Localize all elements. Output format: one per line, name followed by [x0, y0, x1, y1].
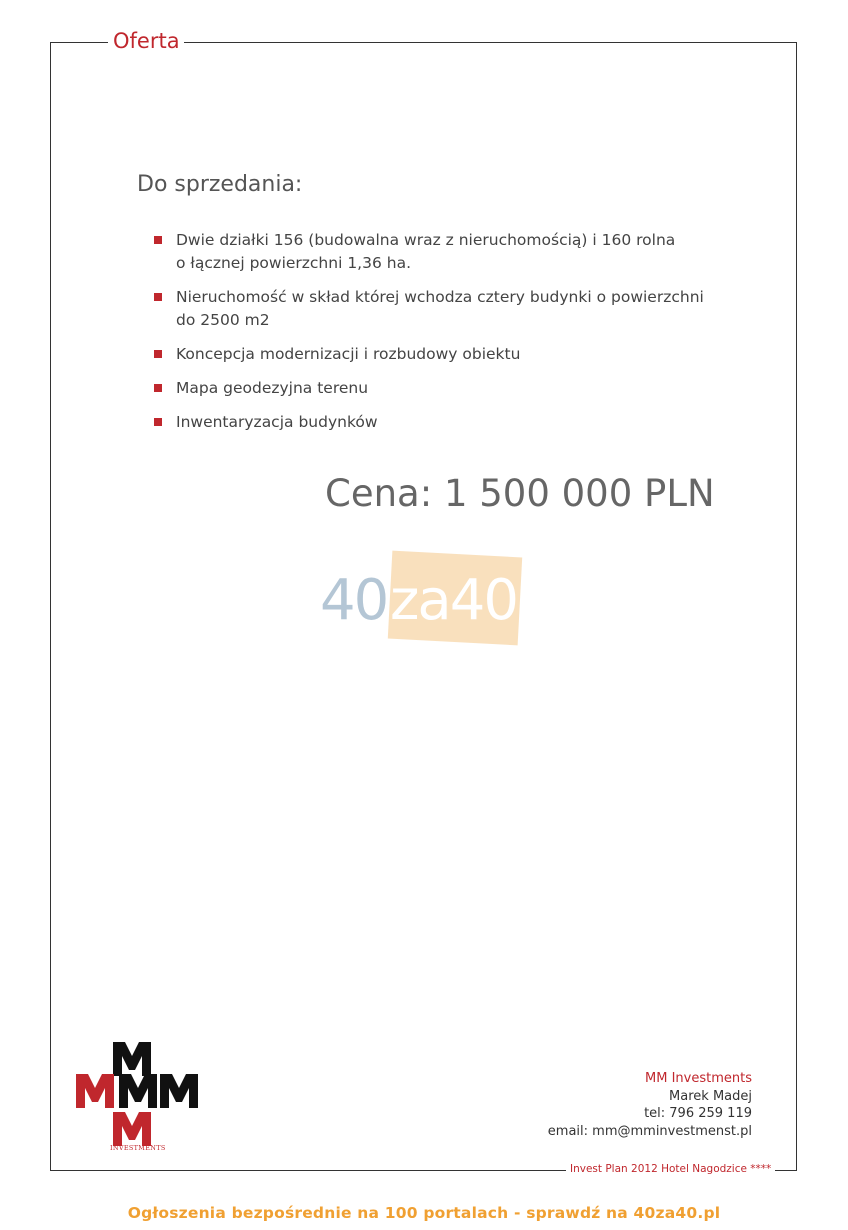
- frame-title: Oferta: [113, 29, 180, 53]
- frame-right: [796, 42, 797, 1171]
- mmm-logo-icon: [76, 1040, 200, 1155]
- watermark-text-za40: za40: [390, 568, 517, 633]
- list-item-line: Koncepcja modernizacji i rozbudowy obiektu: [176, 345, 521, 363]
- square-bullet-icon: [154, 418, 162, 426]
- list-item: [154, 377, 714, 400]
- square-bullet-icon: [154, 293, 162, 301]
- list-item-line: Mapa geodezyjna terenu: [176, 379, 369, 397]
- offer-heading: Do sprzedania:: [137, 172, 303, 197]
- contact-phone: tel: 796 259 119: [644, 1106, 752, 1121]
- contact-email: email: mm@mminvestmenst.pl: [547, 1123, 752, 1139]
- promo-banner-link[interactable]: Ogłoszenia bezpośrednie na 100 portalach - sprawdź na 40za40.pl: [127, 1204, 721, 1222]
- square-bullet-icon: [154, 384, 162, 392]
- contact-company: MM Investments: [645, 1071, 752, 1086]
- watermark-logo: [320, 552, 530, 652]
- square-bullet-icon: [154, 350, 162, 358]
- list-item: [154, 229, 714, 275]
- contact-name: Marek Madej: [669, 1088, 752, 1104]
- logo-m-left: [76, 1074, 114, 1108]
- list-item-line: Inwentaryzacja budynków: [176, 413, 378, 431]
- logo-caption: INVESTMENTS: [110, 1144, 166, 1152]
- frame-top-right: [184, 42, 797, 43]
- list-item-line: Nieruchomość w skład której wchodza cztery budynki o powierzchni: [176, 288, 704, 306]
- logo-m-bottom: [113, 1112, 151, 1146]
- square-bullet-icon: [154, 236, 162, 244]
- price: Cena: 1 500 000 PLN: [325, 472, 715, 515]
- list-item: [154, 343, 714, 366]
- offer-list: [154, 229, 714, 445]
- frame-top-left: [50, 42, 108, 43]
- list-item: [154, 411, 714, 434]
- list-item-line: Dwie działki 156 (budowalna wraz z nieruchomością) i 160 rolna: [176, 231, 676, 249]
- contact-block: [548, 1070, 752, 1140]
- watermark-text-40: 40: [320, 568, 388, 633]
- logo-m-center: [119, 1074, 157, 1108]
- list-item-line: o łącznej powierzchni 1,36 ha.: [176, 254, 412, 272]
- list-item: [154, 286, 714, 332]
- footer-note: Invest Plan 2012 Hotel Nagodzice ****: [566, 1161, 775, 1177]
- logo-m-top: [113, 1042, 151, 1076]
- frame-left: [50, 42, 51, 1171]
- list-item-line: do 2500 m2: [176, 311, 270, 329]
- logo-m-right: [160, 1074, 198, 1108]
